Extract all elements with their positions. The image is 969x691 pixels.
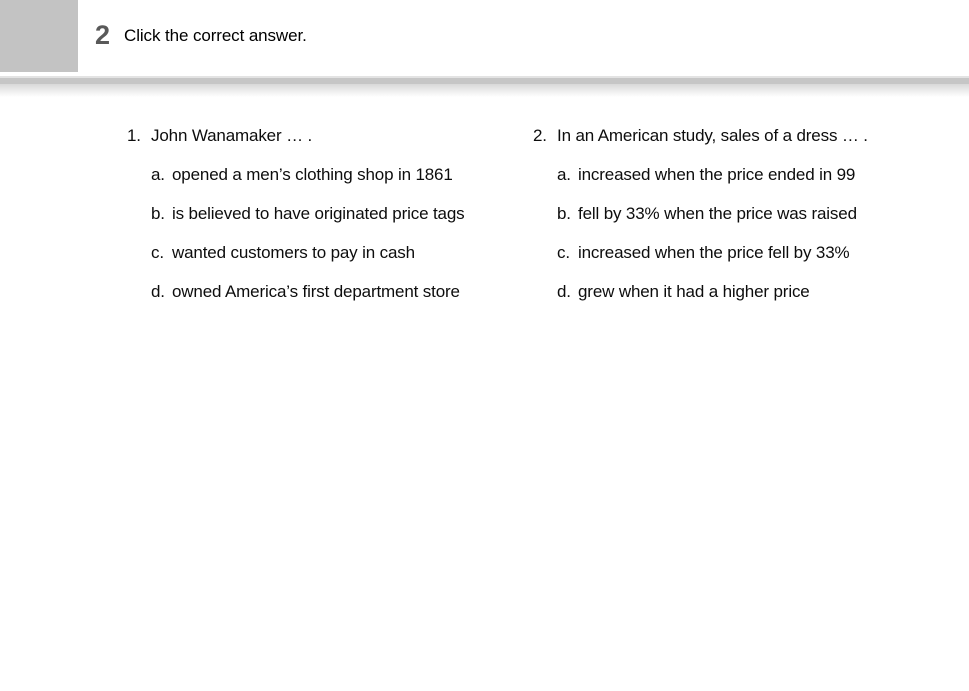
option-text: wanted customers to pay in cash <box>172 243 415 262</box>
option-text: increased when the price fell by 33% <box>578 243 850 262</box>
question-2-option-a[interactable] <box>557 165 933 184</box>
question-prompt: In an American study, sales of a dress … . <box>557 126 868 145</box>
option-text: opened a men’s clothing shop in 1861 <box>172 165 453 184</box>
question-1 <box>127 126 517 321</box>
corner-square <box>0 0 78 72</box>
option-text: fell by 33% when the price was raised <box>578 204 857 223</box>
option-letter: a. <box>151 165 165 184</box>
option-letter: c. <box>557 243 570 262</box>
question-2-option-d[interactable] <box>557 282 933 301</box>
question-1-option-b[interactable] <box>151 204 517 223</box>
option-letter: b. <box>557 204 571 223</box>
option-text: owned America’s first department store <box>172 282 460 301</box>
option-text: increased when the price ended in 99 <box>578 165 856 184</box>
option-text: grew when it had a higher price <box>578 282 810 301</box>
question-number: 1. <box>127 126 141 145</box>
question-2-options <box>557 165 933 301</box>
header-divider-shadow <box>0 84 969 97</box>
question-1-prompt-row <box>127 126 517 145</box>
question-number: 2. <box>533 126 547 145</box>
option-letter: d. <box>557 282 571 301</box>
option-letter: c. <box>151 243 164 262</box>
exercise-header <box>95 0 307 72</box>
question-1-option-d[interactable] <box>151 282 517 301</box>
section-number: 2 <box>95 19 111 50</box>
option-letter: a. <box>557 165 571 184</box>
question-1-options <box>151 165 517 301</box>
question-1-option-c[interactable] <box>151 243 517 262</box>
option-letter: b. <box>151 204 165 223</box>
question-2-prompt-row <box>533 126 933 145</box>
option-letter: d. <box>151 282 165 301</box>
question-2-option-c[interactable] <box>557 243 933 262</box>
question-2-option-b[interactable] <box>557 204 933 223</box>
exercise-instruction: Click the correct answer. <box>124 26 307 45</box>
question-2 <box>533 126 933 321</box>
question-prompt: John Wanamaker … . <box>151 126 313 145</box>
option-text: is believed to have originated price tags <box>172 204 465 223</box>
header-divider <box>0 76 969 84</box>
question-1-option-a[interactable] <box>151 165 517 184</box>
